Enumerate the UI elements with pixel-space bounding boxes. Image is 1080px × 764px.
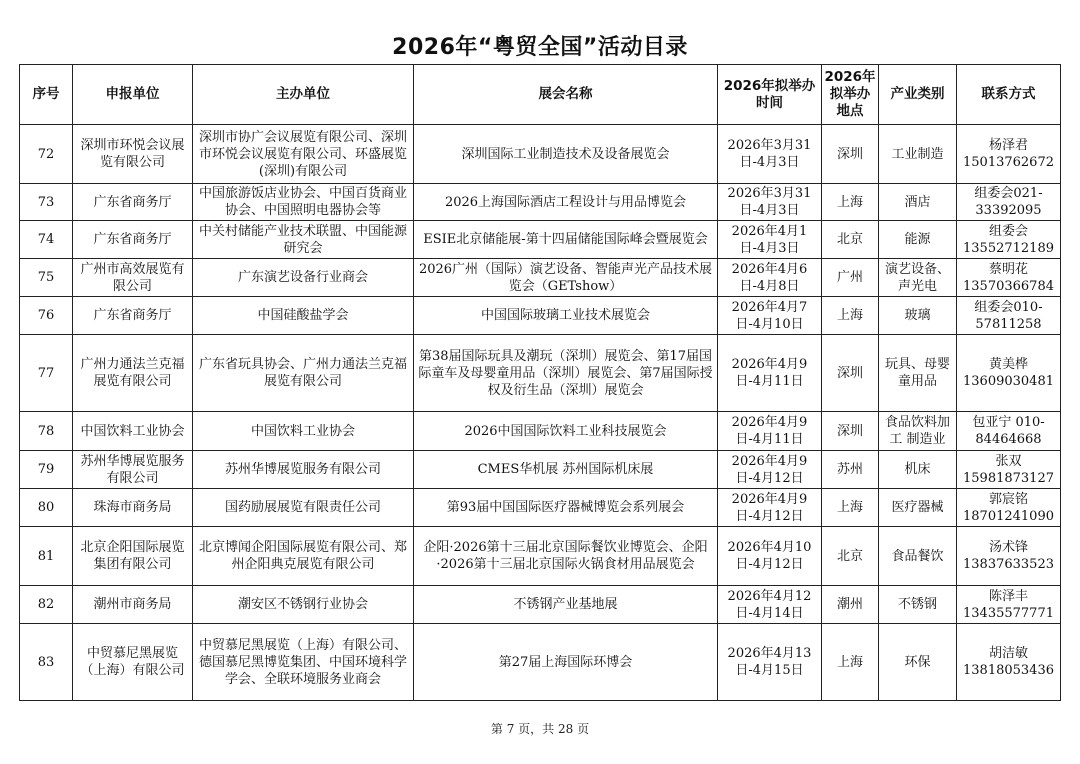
row-number: 76 [20,297,73,335]
applicant-cell: 中国饮料工业协会 [73,412,193,451]
table-row [20,489,1061,527]
row-number: 72 [20,125,73,184]
time-cell: 2026年4月9日-4月12日 [718,489,822,527]
place-cell: 北京 [822,221,879,259]
applicant-cell: 苏州华博展览服务有限公司 [73,451,193,489]
row-number: 80 [20,489,73,527]
applicant-cell: 广东省商务厅 [73,221,193,259]
place-cell: 深圳 [822,125,879,184]
contact-cell: 张双 15981873127 [957,451,1061,489]
row-number: 79 [20,451,73,489]
event-name-cell: 深圳国际工业制造技术及设备展览会 [414,125,718,184]
organizer-cell: 中国饮料工业协会 [193,412,414,451]
page-title: 2026年“粤贸全国”活动目录 [392,35,688,60]
time-cell: 2026年4月7日-4月10日 [718,297,822,335]
row-number: 78 [20,412,73,451]
contact-cell: 包亚宁 010-84464668 [957,412,1061,451]
col-header-applicant: 申报单位 [73,65,193,125]
event-name-cell: 2026上海国际酒店工程设计与用品博览会 [414,184,718,221]
applicant-cell: 北京企阳国际展览集团有限公司 [73,527,193,586]
time-cell: 2026年4月13日-4月15日 [718,624,822,701]
category-cell: 玩具、母婴童用品 [879,335,957,412]
table-row [20,259,1061,297]
time-cell: 2026年4月9日-4月11日 [718,335,822,412]
contact-cell: 杨泽君 15013762672 [957,125,1061,184]
event-name-cell: 第93届中国国际医疗器械博览会系列展会 [414,489,718,527]
category-cell: 演艺设备、声光电 [879,259,957,297]
contact-cell: 组委会021-33392095 [957,184,1061,221]
applicant-cell: 广州市高效展览有限公司 [73,259,193,297]
category-cell: 酒店 [879,184,957,221]
time-cell: 2026年4月12日-4月14日 [718,586,822,624]
col-header-time: 2026年拟举办时间 [718,65,822,125]
row-number: 77 [20,335,73,412]
event-name-cell: CMES华机展 苏州国际机床展 [414,451,718,489]
organizer-cell: 中贸慕尼黑展览（上海）有限公司、德国慕尼黑博览集团、中国环境科学学会、全联环境服务业商会 [193,624,414,701]
category-cell: 机床 [879,451,957,489]
contact-cell: 组委会010-57811258 [957,297,1061,335]
category-cell: 不锈钢 [879,586,957,624]
organizer-cell: 潮安区不锈钢行业协会 [193,586,414,624]
organizer-cell: 深圳市协广会议展览有限公司、深圳市环悦会议展览有限公司、环盛展览(深圳)有限公司 [193,125,414,184]
place-cell: 广州 [822,259,879,297]
organizer-cell: 中国旅游饭店业协会、中国百货商业协会、中国照明电器协会等 [193,184,414,221]
table-row [20,221,1061,259]
organizer-cell: 广东省玩具协会、广州力通法兰克福展览有限公司 [193,335,414,412]
col-header-event-name: 展会名称 [414,65,718,125]
category-cell: 医疗器械 [879,489,957,527]
event-name-cell: 2026广州（国际）演艺设备、智能声光产品技术展览会（GETshow） [414,259,718,297]
applicant-cell: 深圳市环悦会议展览有限公司 [73,125,193,184]
row-number: 81 [20,527,73,586]
contact-cell: 蔡明花 13570366784 [957,259,1061,297]
contact-cell: 郭宸铭 18701241090 [957,489,1061,527]
col-header-contact: 联系方式 [957,65,1061,125]
table-row [20,412,1061,451]
place-cell: 上海 [822,489,879,527]
applicant-cell: 中贸慕尼黑展览（上海）有限公司 [73,624,193,701]
row-number: 74 [20,221,73,259]
time-cell: 2026年4月10日-4月12日 [718,527,822,586]
table-row [20,624,1061,701]
time-cell: 2026年3月31日-4月3日 [718,125,822,184]
organizer-cell: 北京博闻企阳国际展览有限公司、郑州企阳典克展览有限公司 [193,527,414,586]
contact-cell: 陈泽丰 13435577771 [957,586,1061,624]
page-footer: 第 7 页，共 28 页 [490,722,590,736]
place-cell: 深圳 [822,412,879,451]
table-row [20,125,1061,184]
place-cell: 潮州 [822,586,879,624]
contact-cell: 组委会 13552712189 [957,221,1061,259]
category-cell: 环保 [879,624,957,701]
place-cell: 苏州 [822,451,879,489]
row-number: 73 [20,184,73,221]
col-header-category: 产业类别 [879,65,957,125]
contact-cell: 胡洁敏 13818053436 [957,624,1061,701]
table-row [20,527,1061,586]
organizer-cell: 苏州华博展览服务有限公司 [193,451,414,489]
event-name-cell: 2026中国国际饮料工业科技展览会 [414,412,718,451]
time-cell: 2026年4月6日-4月8日 [718,259,822,297]
event-table [19,64,1061,701]
contact-cell: 黄美桦 13609030481 [957,335,1061,412]
place-cell: 上海 [822,184,879,221]
event-name-cell: ESIE北京储能展-第十四届储能国际峰会暨展览会 [414,221,718,259]
col-header-place: 2026年拟举办地点 [822,65,879,125]
event-name-cell: 中国国际玻璃工业技术展览会 [414,297,718,335]
applicant-cell: 广州力通法兰克福展览有限公司 [73,335,193,412]
row-number: 83 [20,624,73,701]
row-number: 82 [20,586,73,624]
time-cell: 2026年4月9日-4月11日 [718,412,822,451]
time-cell: 2026年3月31日-4月3日 [718,184,822,221]
applicant-cell: 珠海市商务局 [73,489,193,527]
time-cell: 2026年4月1日-4月3日 [718,221,822,259]
col-header-no: 序号 [20,65,73,125]
table-row [20,451,1061,489]
applicant-cell: 广东省商务厅 [73,297,193,335]
category-cell: 工业制造 [879,125,957,184]
place-cell: 上海 [822,297,879,335]
applicant-cell: 广东省商务厅 [73,184,193,221]
category-cell: 食品饮料加工 制造业 [879,412,957,451]
place-cell: 深圳 [822,335,879,412]
applicant-cell: 潮州市商务局 [73,586,193,624]
event-name-cell: 不锈钢产业基地展 [414,586,718,624]
table-row [20,586,1061,624]
place-cell: 上海 [822,624,879,701]
organizer-cell: 中关村储能产业技术联盟、中国能源研究会 [193,221,414,259]
contact-cell: 汤术锋 13837633523 [957,527,1061,586]
table-row [20,335,1061,412]
event-name-cell: 企阳·2026第十三届北京国际餐饮业博览会、企阳·2026第十三届北京国际火锅食材用品展览会 [414,527,718,586]
time-cell: 2026年4月9日-4月12日 [718,451,822,489]
table-row [20,184,1061,221]
table-row [20,297,1061,335]
event-name-cell: 第38届国际玩具及潮玩（深圳）展览会、第17届国际童车及母婴童用品（深圳）展览会、第7届国际授权及衍生品（深圳）展览会 [414,335,718,412]
header-row [20,65,1061,125]
organizer-cell: 广东演艺设备行业商会 [193,259,414,297]
category-cell: 食品餐饮 [879,527,957,586]
organizer-cell: 中国硅酸盐学会 [193,297,414,335]
organizer-cell: 国药励展展览有限责任公司 [193,489,414,527]
col-header-organizer: 主办单位 [193,65,414,125]
category-cell: 玻璃 [879,297,957,335]
row-number: 75 [20,259,73,297]
table-body [20,125,1061,701]
event-name-cell: 第27届上海国际环博会 [414,624,718,701]
category-cell: 能源 [879,221,957,259]
place-cell: 北京 [822,527,879,586]
